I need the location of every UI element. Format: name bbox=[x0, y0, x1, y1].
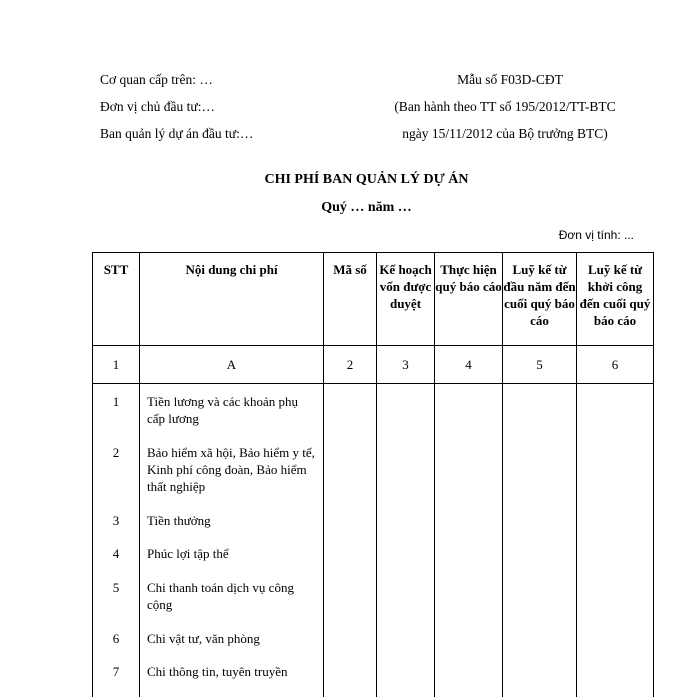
index-cell: 3 bbox=[377, 346, 435, 384]
project-management-label: Ban quản lý dự án đầu tư:… bbox=[100, 126, 254, 141]
col-header-stt: STT bbox=[93, 253, 140, 346]
form-issuance-date: ngày 15/11/2012 của Bộ trưởng BTC) bbox=[402, 126, 608, 141]
form-issuance-note: (Ban hành theo TT số 195/2012/TT-BTC bbox=[394, 99, 616, 114]
col-header-quarter: Thực hiện quý báo cáo bbox=[435, 253, 503, 346]
index-cell: 5 bbox=[503, 346, 577, 384]
page-subtitle: Quý … năm … bbox=[321, 200, 412, 215]
stt-value: 2 bbox=[112, 445, 120, 460]
cost-item: Chi thông tin, tuyên truyền bbox=[147, 664, 288, 679]
page-title: CHI PHÍ BAN QUẢN LÝ DỰ ÁN bbox=[264, 172, 469, 187]
quarter-column bbox=[435, 384, 503, 697]
cost-item: Bảo hiểm xã hội, Bảo hiểm y tế, Kinh phí công đoàn, Bảo hiểm thất nghiệp bbox=[147, 445, 315, 494]
table-index-row bbox=[93, 346, 654, 384]
parent-agency-label: Cơ quan cấp trên: … bbox=[100, 72, 213, 87]
cost-item: Chi thanh toán dịch vụ công cộng bbox=[147, 579, 294, 612]
cost-table bbox=[92, 252, 654, 697]
stt-column bbox=[93, 384, 140, 697]
cost-item: Tiền thưởng bbox=[147, 512, 211, 528]
index-cell: 2 bbox=[324, 346, 377, 384]
cost-item: Chi vật tư, văn phòng bbox=[147, 630, 260, 646]
unit-label: Đơn vị tính: ... bbox=[558, 228, 634, 242]
index-cell: A bbox=[140, 346, 324, 384]
content-column bbox=[140, 384, 324, 697]
table-body-row bbox=[93, 384, 654, 697]
table-header-row bbox=[93, 253, 654, 346]
index-cell: 1 bbox=[93, 346, 140, 384]
index-cell: 6 bbox=[577, 346, 654, 384]
col-header-cumulative: Luỹ kế từ khởi công đến cuối quý báo cáo bbox=[577, 253, 654, 346]
header-right-block bbox=[380, 66, 630, 147]
stt-value: 1 bbox=[112, 394, 120, 409]
index-cell: 4 bbox=[435, 346, 503, 384]
stt-value: 7 bbox=[112, 664, 120, 679]
cumulative-column bbox=[577, 384, 654, 697]
col-header-ytd: Luỹ kế từ đầu năm đến cuối quý báo cáo bbox=[503, 253, 577, 346]
stt-value: 4 bbox=[112, 546, 120, 561]
col-header-content: Nội dung chi phí bbox=[140, 253, 324, 346]
stt-value: 5 bbox=[112, 579, 120, 595]
ytd-column bbox=[503, 384, 577, 697]
plan-column bbox=[377, 384, 435, 697]
stt-value: 6 bbox=[112, 630, 120, 646]
form-number: Mẫu số F03D-CĐT bbox=[457, 72, 563, 87]
cost-item: Tiền lương và các khoản phụ cấp lương bbox=[147, 394, 298, 426]
code-column bbox=[324, 384, 377, 697]
header-left-block bbox=[100, 66, 253, 147]
col-header-plan: Kế hoạch vốn được duyệt bbox=[377, 253, 435, 346]
col-header-code: Mã số bbox=[324, 253, 377, 346]
cost-item: Phúc lợi tập thể bbox=[147, 546, 229, 561]
investor-unit-label: Đơn vị chủ đầu tư:… bbox=[100, 99, 215, 114]
stt-value: 3 bbox=[112, 512, 120, 528]
